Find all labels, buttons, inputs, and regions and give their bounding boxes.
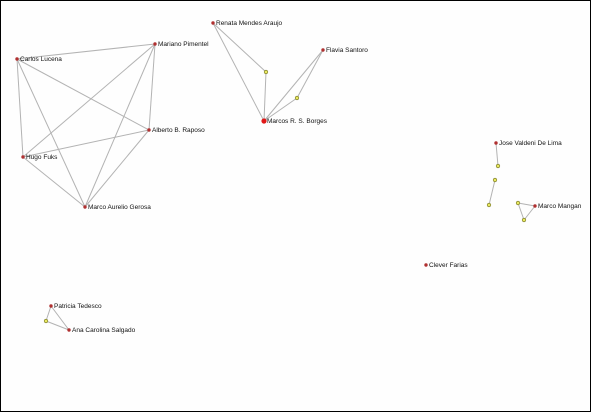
edge-flavia-marcos [264,50,323,121]
edge-mariano-marcoaurelio [85,44,155,207]
node-h8[interactable] [44,319,48,323]
node-hugo[interactable] [21,155,24,158]
edge-h7-marcomangan [524,206,535,220]
edge-h4-h5 [489,180,495,205]
label-layer [20,20,582,334]
node-h2[interactable] [295,96,299,100]
node-label-marcos: Marcos R. S. Borges [267,118,327,126]
node-label-alberto: Alberto B. Raposo [152,127,205,135]
node-renata[interactable] [211,21,214,24]
edge-renata-marcos [213,23,264,121]
node-h3[interactable] [496,164,500,168]
node-carlos[interactable] [15,57,18,60]
edge-hugo-marcoaurelio [23,157,85,207]
edge-carlos-hugo [17,59,23,157]
node-h5[interactable] [487,203,491,207]
node-h1[interactable] [264,70,268,74]
node-label-marcomangan: Marco Mangan [538,203,582,211]
node-mariano[interactable] [153,42,156,45]
node-label-patricia: Patricia Tedesco [54,303,102,311]
edge-renata-h1 [213,23,266,72]
node-label-clever: Clever Farias [429,262,468,270]
edge-h6-marcomangan [518,203,535,206]
node-label-flavia: Flavia Santoro [326,47,368,55]
node-clever[interactable] [424,263,427,266]
node-label-renata: Renata Mendes Araujo [216,20,283,28]
edge-flavia-h2 [297,50,323,98]
node-jose[interactable] [494,141,497,144]
node-h4[interactable] [493,178,497,182]
node-label-marcoaurelio: Marco Aurelio Gerosa [88,204,151,212]
node-layer [15,21,536,331]
edge-h1-marcos [264,72,266,121]
node-alberto[interactable] [147,128,150,131]
node-marcomangan[interactable] [533,204,536,207]
edge-layer [17,23,535,330]
node-label-carlos: Carlos Lucena [20,56,62,64]
node-label-ana: Ana Carolina Salgado [72,327,136,335]
node-label-jose: Jose Valdeni De Lima [499,140,562,148]
node-h7[interactable] [522,218,526,222]
node-flavia[interactable] [321,48,324,51]
node-ana[interactable] [67,328,70,331]
node-marcoaurelio[interactable] [83,205,86,208]
edge-h6-h7 [518,203,524,220]
node-h6[interactable] [516,201,520,205]
edge-patricia-h8 [46,306,51,321]
node-patricia[interactable] [49,304,52,307]
node-label-mariano: Mariano Pimentel [158,41,209,49]
edge-jose-h3 [496,143,498,166]
node-label-hugo: Hugo Fuks [26,154,58,162]
edge-carlos-alberto [17,59,149,130]
node-marcos[interactable] [261,118,266,123]
